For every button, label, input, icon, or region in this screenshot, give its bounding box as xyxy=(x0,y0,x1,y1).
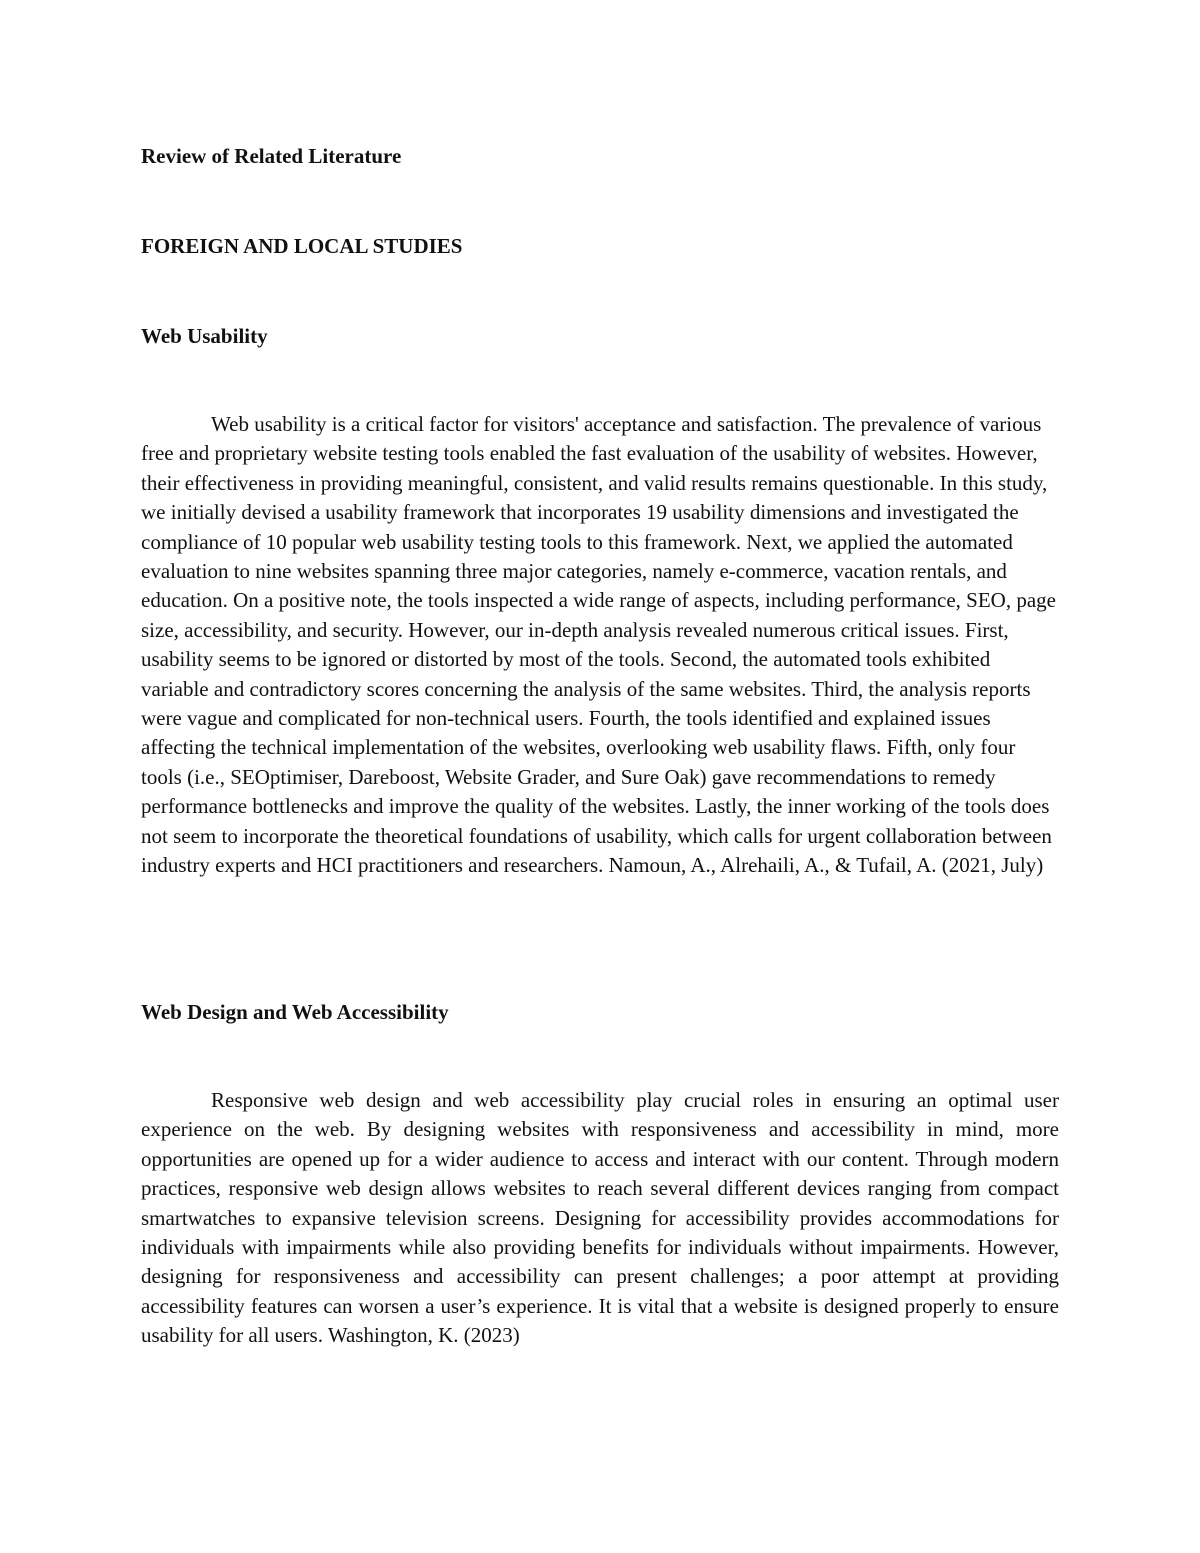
subsection-heading-web-usability: Web Usability xyxy=(141,324,268,348)
section-heading: FOREIGN AND LOCAL STUDIES xyxy=(141,234,463,258)
paragraph-web-usability: Web usability is a critical factor for visitors' acceptance and satisfaction. The prevalence of various free and proprietary website testing tools enabled the fast evaluation of the usability of websites. However, their effectiveness in providing meaningful, consistent, and valid results remains questionable. In this study, we initially devised a usability framework that incorporates 19 usability dimensions and investigated the compliance of 10 popular web usability testing tools to this framework. Next, we applied the automated evaluation to nine websites spanning three major categories, namely e-commerce, vacation rentals, and education. On a positive note, the tools inspected a wide range of aspects, including performance, SEO, page size, accessibility, and security. However, our in-depth analysis revealed numerous critical issues. First, usability seems to be ignored or distorted by most of the tools. Second, the automated tools exhibited variable and contradictory scores concerning the analysis of the same websites. Third, the analysis reports were vague and complicated for non-technical users. Fourth, the tools identified and explained issues affecting the technical implementation of the websites, overlooking web usability flaws. Fifth, only four tools (i.e., SEOptimiser, Dareboost, Website Grader, and Sure Oak) gave recommendations to remedy performance bottlenecks and improve the quality of the websites. Lastly, the inner working of the tools does not seem to incorporate the theoretical foundations of usability, which calls for urgent collaboration between industry experts and HCI practitioners and researchers. Namoun, A., Alrehaili, A., & Tufail, A. (2021, July) xyxy=(141,412,1056,878)
subsection-heading-web-design-accessibility: Web Design and Web Accessibility xyxy=(141,1000,449,1024)
paragraph-web-design-accessibility: Responsive web design and web accessibility play crucial roles in ensuring an optimal user experience on the web. By designing websites with responsiveness and accessibility in mind, more opportunities are opened up for a wider audience to access and interact with our content. Through modern practices, responsive web design allows websites to reach several different devices ranging from compact smartwatches to expansive television screens. Designing for accessibility provides accommodations for individuals with impairments while also providing benefits for individuals without impairments. However, designing for responsiveness and accessibility can present challenges; a poor attempt at providing accessibility features can worsen a user’s experience. It is vital that a website is designed properly to ensure usability for all users. Washington, K. (2023) xyxy=(141,1088,1059,1348)
document-title: Review of Related Literature xyxy=(141,144,402,168)
